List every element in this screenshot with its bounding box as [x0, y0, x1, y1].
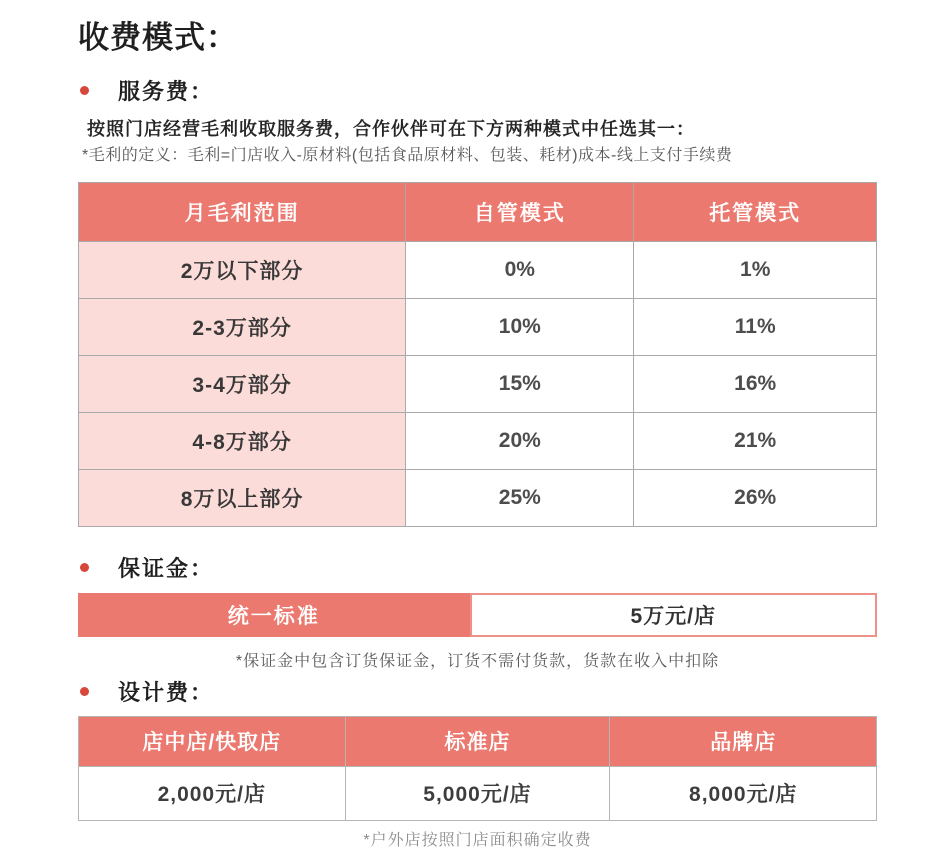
design-fee-table: [78, 716, 877, 821]
managed-rate-cell: 21%: [634, 412, 877, 469]
table-row: [79, 298, 877, 355]
self-managed-rate-cell: 0%: [406, 241, 634, 298]
self-managed-rate-cell: 15%: [406, 355, 634, 412]
design-fee-heading: [80, 676, 877, 707]
design-fee-value-cell: 8,000元/店: [610, 766, 877, 820]
page-title: 收费模式：: [78, 20, 238, 55]
gross-profit-definition-note: *毛利的定义：毛利=门店收入-原材料(包括食品原材料、包装、耗材)成本-线上支付手续费: [82, 147, 733, 164]
column-header-brand-store: 品牌店: [610, 716, 877, 766]
self-managed-rate-cell: 10%: [406, 298, 634, 355]
deposit-heading-label: 保证金：: [118, 555, 215, 581]
profit-range-cell: 2-3万部分: [79, 298, 406, 355]
outdoor-store-note: *户外店按照门店面积确定收费: [363, 831, 592, 849]
column-header-managed: 托管模式: [634, 182, 877, 241]
managed-rate-cell: 16%: [634, 355, 877, 412]
managed-rate-cell: 26%: [634, 469, 877, 526]
column-header-self-managed: 自管模式: [406, 182, 634, 241]
managed-rate-cell: 11%: [634, 298, 877, 355]
table-row: [79, 469, 877, 526]
design-fee-heading-label: 设计费：: [118, 679, 215, 705]
column-header-profit-range: 月毛利范围: [79, 182, 406, 241]
profit-range-cell: 2万以下部分: [79, 241, 406, 298]
bullet-icon: [80, 86, 89, 95]
profit-range-cell: 8万以上部分: [79, 469, 406, 526]
table-row: [79, 241, 877, 298]
self-managed-rate-cell: 20%: [406, 412, 634, 469]
design-fee-value-cell: 5,000元/店: [345, 766, 610, 820]
table-row: [79, 412, 877, 469]
deposit-bar: [78, 593, 877, 637]
profit-range-cell: 4-8万部分: [79, 412, 406, 469]
service-fee-intro: 按照门店经营毛利收取服务费，合作伙伴可在下方两种模式中任选其一：: [87, 119, 695, 139]
table-row: [79, 355, 877, 412]
design-fee-value-cell: 2,000元/店: [79, 766, 346, 820]
service-fee-table: [78, 182, 877, 527]
table-row: [79, 766, 877, 820]
deposit-value: 5万元/店: [470, 593, 877, 637]
profit-range-cell: 3-4万部分: [79, 355, 406, 412]
bullet-icon: [80, 687, 89, 696]
managed-rate-cell: 1%: [634, 241, 877, 298]
deposit-standard-label: 统一标准: [78, 593, 470, 637]
service-fee-heading-label: 服务费：: [118, 79, 215, 104]
self-managed-rate-cell: 25%: [406, 469, 634, 526]
service-fee-heading: [80, 75, 877, 106]
column-header-standard-store: 标准店: [345, 716, 610, 766]
service-fee-header-row: [79, 182, 877, 241]
deposit-heading: [80, 552, 877, 583]
column-header-shop-in-shop: 店中店/快取店: [79, 716, 346, 766]
bullet-icon: [80, 563, 89, 572]
design-fee-header-row: [79, 716, 877, 766]
deposit-note: *保证金中包含订货保证金，订货不需付货款，货款在收入中扣除: [235, 652, 720, 670]
